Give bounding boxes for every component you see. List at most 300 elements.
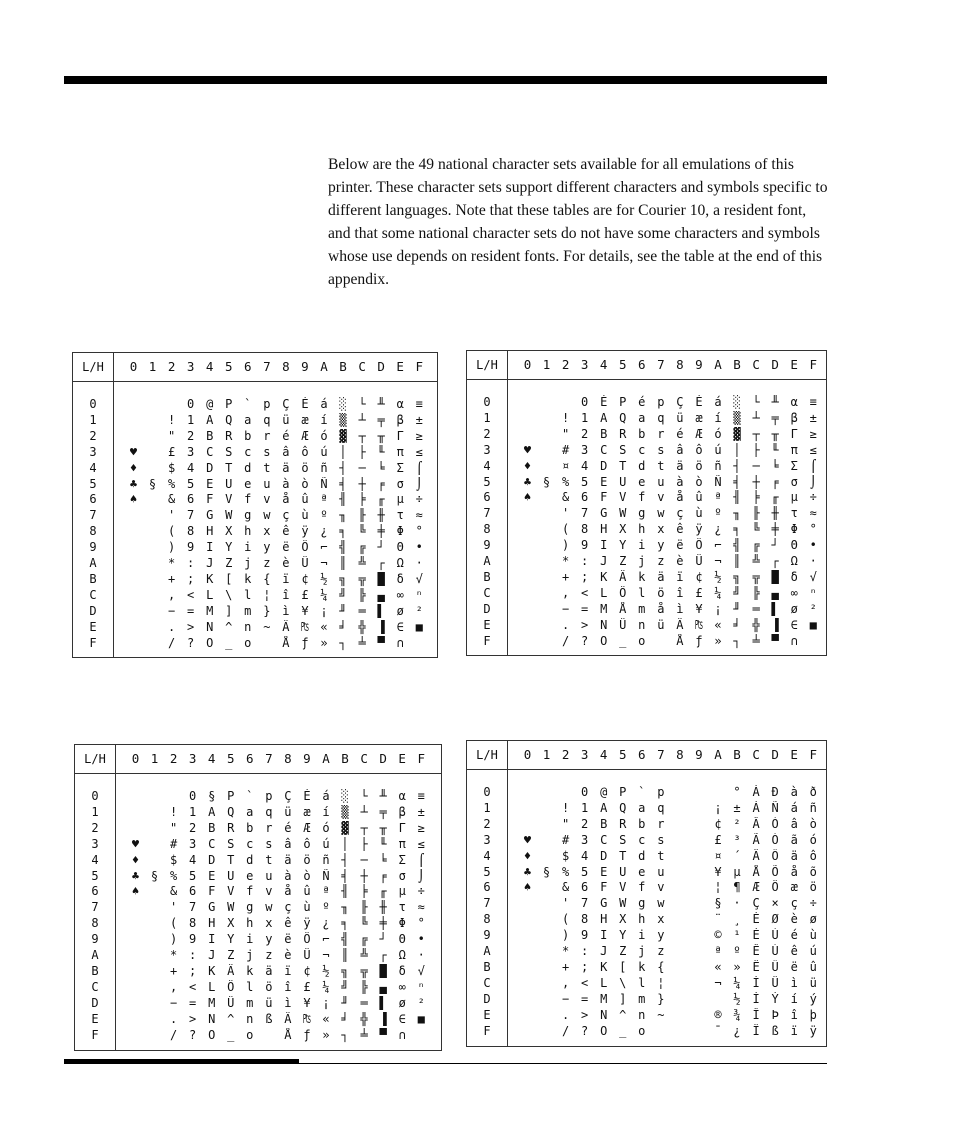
char-cell: ": [561, 816, 570, 831]
row-label: 8: [91, 916, 99, 931]
char-cell: ï: [676, 569, 684, 584]
char-cell: ╗: [341, 963, 349, 978]
char-cell: −: [561, 991, 570, 1006]
char-cell: «: [714, 959, 722, 974]
row-label: 3: [91, 836, 99, 851]
char-cell: ╢: [341, 884, 349, 899]
char-cell: B: [600, 816, 608, 831]
char-cell: ¥: [303, 995, 311, 1010]
char-cell: B: [208, 820, 216, 835]
row-label: 9: [89, 540, 97, 555]
char-cell: ¢: [303, 963, 311, 978]
char-cell: A: [206, 412, 214, 427]
char-cell: B: [600, 426, 608, 441]
char-cell: Z: [227, 948, 235, 962]
char-cell: ≥: [415, 428, 423, 443]
char-cell: 3: [581, 442, 589, 457]
char-cell: ╪: [377, 524, 385, 539]
char-cell: ♦: [129, 460, 138, 475]
char-cell: :: [187, 556, 195, 570]
char-cell: 5: [581, 864, 589, 879]
column-header: B: [733, 747, 741, 762]
char-cell: ü: [284, 804, 292, 819]
char-cell: ?: [189, 1027, 197, 1042]
column-header: D: [771, 747, 779, 762]
column-header: 2: [561, 357, 570, 372]
char-cell: O: [600, 633, 608, 648]
char-cell: N: [206, 619, 214, 634]
corner-label: L/H: [467, 741, 508, 769]
char-cell: ≈: [415, 508, 423, 523]
char-cell: ⁿ: [417, 979, 425, 994]
char-cell: L: [206, 587, 214, 602]
char-cell: ú: [322, 836, 330, 851]
char-cell: l: [244, 587, 252, 602]
char-cell: x: [657, 522, 665, 537]
char-cell: v: [657, 880, 665, 895]
char-cell: 4: [581, 458, 589, 473]
char-cell: I: [600, 928, 608, 943]
column-header: C: [752, 747, 760, 762]
char-cell: ø: [398, 995, 406, 1010]
char-cell: ├: [358, 444, 366, 459]
char-cell: ²: [733, 816, 741, 831]
char-cell: ░: [339, 397, 347, 411]
char-cell: Φ: [396, 524, 404, 539]
char-cell: r: [657, 816, 665, 831]
char-cell: °: [733, 785, 741, 799]
char-cell: é: [790, 928, 798, 943]
char-cell: c: [638, 832, 646, 847]
char-cell: Ä: [227, 963, 235, 978]
char-cell: o: [244, 635, 252, 650]
char-cell: ¢: [695, 569, 703, 584]
char-cell: ¶: [733, 880, 741, 895]
char-cell: ¬: [714, 975, 722, 990]
char-cell: s: [657, 442, 665, 457]
char-cell: 5: [581, 474, 589, 489]
char-cell: _: [225, 635, 233, 650]
char-cell: t: [657, 458, 665, 473]
column-header: B: [733, 357, 741, 372]
char-cell: ─: [752, 458, 760, 473]
char-cell: @: [206, 397, 214, 411]
char-cell: ^: [225, 619, 233, 634]
char-cell: X: [225, 524, 233, 539]
char-cell: ╕: [339, 524, 347, 539]
char-cell: 0: [581, 395, 589, 409]
char-cell: τ: [790, 506, 798, 521]
char-cell: Ê: [752, 944, 760, 958]
row-label: 1: [89, 412, 97, 427]
row-label: B: [483, 569, 491, 584]
char-cell: ═: [358, 603, 366, 618]
char-cell: W: [227, 900, 235, 915]
char-cell: ¢: [301, 571, 309, 586]
char-cell: Y: [227, 932, 235, 947]
char-cell: :: [581, 944, 589, 958]
row-label: D: [91, 995, 99, 1010]
char-cell: ♥: [523, 442, 532, 457]
row-label: 8: [483, 522, 491, 537]
char-cell: k: [638, 959, 646, 974]
char-cell: m: [638, 991, 646, 1006]
row-label: 3: [89, 444, 97, 459]
char-cell: 8: [581, 912, 589, 927]
char-cell: Φ: [398, 916, 406, 931]
char-cell: è: [284, 948, 292, 962]
row-label: 5: [91, 868, 99, 883]
char-cell: Ä: [282, 619, 290, 634]
char-cell: ╞: [752, 490, 760, 505]
char-cell: G: [206, 508, 214, 523]
char-cell: ╣: [733, 538, 741, 553]
char-cell: 1: [189, 804, 197, 819]
row-label: 9: [483, 538, 491, 553]
char-cell: c: [246, 836, 254, 851]
char-cell: α: [396, 397, 404, 411]
char-cell: Õ: [771, 864, 779, 879]
char-cell: ╒: [377, 476, 385, 491]
char-cell: ╙: [377, 444, 385, 459]
char-cell: f: [244, 492, 252, 507]
char-cell: l: [638, 585, 646, 600]
row-label: 7: [483, 506, 491, 521]
char-cell: Å: [284, 1027, 292, 1042]
char-cell: ¬: [322, 948, 330, 962]
row-label: 6: [89, 492, 97, 507]
char-cell: G: [208, 900, 216, 915]
intro-paragraph: [328, 153, 828, 291]
char-cell: .: [167, 619, 176, 634]
column-header: 5: [224, 359, 233, 374]
charset-table-2: [466, 350, 827, 656]
char-cell: É: [301, 397, 309, 411]
char-cell: ª: [714, 944, 722, 958]
row-label: 8: [483, 912, 491, 927]
char-cell: p: [265, 789, 273, 803]
char-cell: Ü: [619, 617, 627, 632]
char-cell: $: [167, 460, 176, 475]
char-cell: #: [169, 836, 178, 851]
column-header: 3: [186, 359, 195, 374]
char-cell: ╖: [339, 508, 347, 523]
char-cell: à: [282, 476, 290, 491]
char-cell: =: [581, 601, 589, 616]
char-cell: ü: [282, 412, 290, 427]
row-label: A: [91, 948, 99, 962]
char-cell: <: [581, 585, 589, 600]
char-cell: Ñ: [322, 868, 330, 883]
char-cell: I: [208, 932, 216, 947]
char-cell: ┴: [360, 804, 368, 819]
char-cell: _: [619, 633, 627, 648]
char-cell: Y: [225, 540, 233, 555]
char-cell: ╔: [752, 538, 760, 553]
column-header: 3: [188, 751, 197, 766]
char-cell: ü: [657, 617, 665, 632]
char-cell: ^: [619, 1007, 627, 1022]
char-cell: d: [638, 848, 646, 863]
char-cell: ²: [417, 995, 425, 1010]
char-cell: R: [619, 816, 627, 831]
char-cell: T: [619, 848, 627, 863]
char-cell: ]: [619, 991, 627, 1006]
char-cell: ø: [790, 601, 798, 616]
char-cell: ·: [809, 554, 817, 568]
char-cell: ö: [809, 880, 817, 895]
char-cell: u: [657, 864, 665, 879]
char-cell: ê: [790, 944, 798, 958]
char-cell: 6: [581, 490, 589, 505]
char-cell: ç: [676, 506, 684, 521]
char-cell: 9: [189, 932, 197, 947]
row-label: 3: [483, 832, 491, 847]
char-cell: Ñ: [714, 474, 722, 489]
column-header: 9: [695, 747, 703, 762]
char-cell: +: [561, 959, 570, 974]
char-cell: î: [676, 585, 684, 600]
char-cell: Θ: [790, 538, 798, 553]
char-cell: ╓: [771, 490, 779, 505]
row-label: A: [483, 944, 491, 958]
char-cell: Ñ: [771, 800, 779, 815]
char-cell: ■: [415, 619, 423, 634]
char-cell: £: [695, 585, 703, 600]
row-label: E: [89, 619, 97, 634]
char-cell: >: [187, 619, 195, 634]
char-cell: *: [167, 556, 176, 570]
char-cell: −: [169, 995, 178, 1010]
char-cell: ♦: [523, 458, 532, 473]
char-cell: I: [206, 540, 214, 555]
corner-label: L/H: [73, 353, 114, 381]
column-header: 0: [129, 359, 138, 374]
char-cell: é: [676, 426, 684, 441]
char-cell: í: [320, 412, 328, 427]
char-cell: ╥: [771, 426, 779, 441]
char-cell: r: [657, 426, 665, 441]
char-cell: Q: [619, 410, 627, 425]
char-cell: ÿ: [303, 916, 311, 931]
char-cell: £: [301, 587, 309, 602]
char-cell: −: [167, 603, 176, 618]
char-cell: Ó: [771, 832, 779, 847]
char-cell: ▐: [771, 617, 779, 632]
char-cell: ⌐: [714, 538, 722, 553]
char-cell: ≈: [809, 506, 817, 521]
char-cell: ═: [360, 995, 368, 1010]
char-cell: É: [752, 928, 760, 943]
char-cell: Ð: [771, 785, 779, 799]
char-cell: i: [246, 932, 254, 947]
char-cell: /: [561, 633, 570, 648]
char-cell: ;: [581, 959, 589, 974]
char-cell: *: [169, 948, 178, 962]
char-cell: ║: [339, 556, 347, 570]
char-cell: ╘: [379, 852, 387, 867]
char-cell: j: [638, 944, 646, 958]
char-cell: ▀: [377, 635, 385, 650]
char-cell: ┼: [360, 868, 368, 883]
char-cell: `: [638, 785, 646, 799]
char-cell: 7: [187, 508, 195, 523]
char-cell: Â: [752, 816, 760, 831]
char-cell: ¿: [714, 522, 722, 537]
column-header: 8: [282, 359, 290, 374]
char-cell: ÷: [415, 492, 423, 507]
char-cell: Θ: [398, 932, 406, 947]
column-header: 9: [695, 357, 703, 372]
char-cell: ?: [581, 1023, 589, 1038]
char-cell: z: [263, 556, 271, 570]
char-cell: õ: [809, 864, 817, 879]
char-cell: ¬: [714, 554, 722, 568]
char-cell: ▄: [379, 979, 387, 994]
char-cell: 4: [187, 460, 195, 475]
char-cell: ╠: [358, 587, 366, 602]
row-label: F: [91, 1027, 99, 1042]
char-cell: Ü: [303, 948, 311, 962]
char-cell: 9: [581, 538, 589, 553]
char-cell: Ç: [676, 395, 684, 409]
char-cell: ┼: [752, 474, 760, 489]
char-cell: ä: [657, 569, 665, 584]
char-cell: c: [244, 444, 252, 459]
char-cell: g: [244, 508, 252, 523]
char-cell: x: [657, 912, 665, 927]
char-cell: L: [600, 975, 608, 990]
char-cell: ÿ: [809, 1023, 817, 1038]
char-cell: ╫: [379, 900, 387, 915]
char-cell: á: [322, 789, 330, 803]
char-cell: 8: [581, 522, 589, 537]
char-cell: ^: [227, 1011, 235, 1026]
char-cell: ¡: [320, 603, 328, 618]
char-cell: ¥: [301, 603, 309, 618]
char-cell: 6: [581, 880, 589, 895]
char-cell: Σ: [398, 852, 406, 867]
char-cell: 7: [581, 506, 589, 521]
char-cell: σ: [396, 476, 404, 491]
char-cell: ▄: [377, 587, 385, 602]
char-cell: │: [341, 836, 349, 851]
charset-table-4: [466, 740, 827, 1047]
char-cell: U: [225, 476, 233, 491]
char-cell: w: [657, 896, 665, 911]
char-cell: ♣: [131, 868, 140, 883]
char-cell: ┌: [377, 556, 385, 570]
char-cell: ╠: [360, 979, 368, 994]
row-label: 2: [483, 816, 491, 831]
char-cell: b: [244, 428, 252, 443]
char-cell: ♣: [523, 474, 532, 489]
char-cell: £: [303, 979, 311, 994]
column-header: C: [360, 751, 368, 766]
char-cell: ≡: [415, 397, 423, 411]
char-cell: Ä: [619, 569, 627, 584]
char-cell: s: [265, 836, 273, 851]
char-cell: Ö: [227, 979, 235, 994]
char-cell: S: [619, 832, 627, 847]
char-cell: ): [561, 928, 570, 943]
char-cell: »: [733, 959, 741, 974]
char-cell: ': [167, 508, 176, 523]
char-cell: O: [208, 1027, 216, 1042]
char-cell: m: [638, 601, 646, 616]
char-cell: è: [676, 554, 684, 568]
char-cell: ∞: [790, 585, 798, 600]
char-cell: 2: [187, 428, 195, 443]
char-cell: ï: [790, 1023, 798, 1038]
char-cell: þ: [809, 1007, 817, 1022]
char-cell: A: [600, 410, 608, 425]
char-cell: Å: [676, 633, 684, 648]
char-cell: ┬: [358, 428, 366, 443]
char-cell: ≥: [417, 820, 425, 835]
char-cell: β: [398, 804, 406, 819]
char-cell: ╨: [377, 397, 385, 411]
char-cell: ╪: [771, 522, 779, 537]
char-cell: d: [244, 460, 252, 475]
column-header: 3: [580, 747, 589, 762]
char-cell: é: [638, 395, 646, 409]
char-cell: ╧: [360, 1027, 368, 1042]
char-cell: ⌠: [415, 460, 423, 475]
char-cell: ╡: [339, 476, 347, 491]
char-cell: ║: [341, 948, 349, 962]
footer-rule-thin: [299, 1063, 827, 1064]
char-cell: F: [600, 490, 608, 505]
char-cell: v: [265, 884, 273, 899]
char-cell: ♥: [131, 836, 140, 851]
char-cell: ': [561, 506, 570, 521]
char-cell: É: [695, 395, 703, 409]
char-cell: [: [619, 959, 627, 974]
column-header: 7: [263, 359, 271, 374]
char-cell: ▌: [377, 603, 385, 618]
char-cell: L: [600, 585, 608, 600]
row-label: 5: [483, 474, 491, 489]
char-cell: ]: [225, 603, 233, 618]
char-cell: Ñ: [320, 476, 328, 491]
footer-rule-thick: [64, 1059, 299, 1064]
char-cell: D: [208, 852, 216, 867]
char-cell: r: [265, 820, 273, 835]
char-cell: ¦: [263, 587, 271, 602]
char-cell: Ö: [771, 880, 779, 895]
char-cell: n: [638, 617, 646, 632]
char-cell: S: [225, 444, 233, 459]
char-cell: m: [244, 603, 252, 618]
char-cell: µ: [790, 490, 798, 505]
char-cell: ú: [320, 444, 328, 459]
char-cell: ì: [790, 975, 798, 990]
char-cell: ë: [282, 540, 290, 555]
char-cell: `: [246, 789, 254, 803]
char-cell: G: [600, 506, 608, 521]
char-cell: §: [148, 476, 157, 491]
char-cell: Å: [282, 635, 290, 650]
row-label: 5: [483, 864, 491, 879]
char-cell: ³: [733, 832, 741, 847]
char-cell: s: [657, 832, 665, 847]
table-header: [467, 741, 826, 770]
char-cell: ≤: [417, 836, 425, 851]
column-header: 3: [580, 357, 589, 372]
char-cell: Ω: [398, 948, 406, 962]
char-cell: ý: [809, 991, 817, 1006]
